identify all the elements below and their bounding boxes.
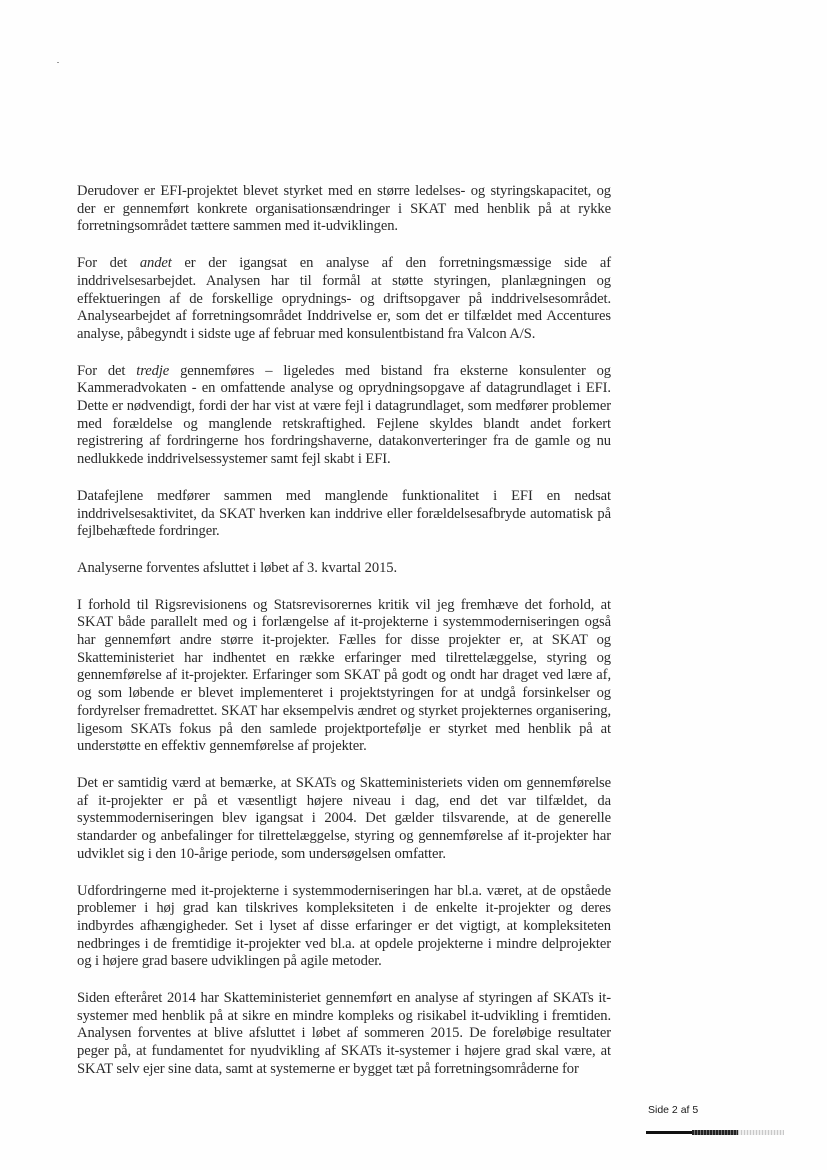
paragraph-2-emphasis: andet [139, 255, 172, 272]
paragraph-7: Det er samtidig værd at bemærke, at SKATs og Skatteministeriets viden om gennemførelse af it-projekter er på et væsentligt højere niveau i dag, end det var tilfældet, da systemmoderniseringen blev igangsat i 2004. Det gælder tilsvarende, at de generelle standarder og anbefalinger for tilrettelæggelse, styring og gennemførelse af it-projekter har udviklet sig i den 10-årige periode, som undersøgelsen omfatter. [77, 774, 611, 862]
footer-barcode-dark-segment [646, 1131, 692, 1134]
scan-speck [57, 62, 59, 63]
paragraph-6: I forhold til Rigsrevisionens og Statsrevisorernes kritik vil jeg fremhæve det forhold, at SKAT både parallelt med og i forlængelse af it-projekterne i systemmoderniseringen også har gennemført andre større it-projekter. Fælles for disse projekter er, at SKAT og Skatteministeriet har indhentet en række erfaringer med tilrettelæggelse, styring og gennemførelse af it-projekter. Erfaringer som SKAT på godt og ondt har draget ved lære af, og som løbende er blevet implementeret i projektstyringen for at undgå forsinkelser og fordyrelser fremadrettet. SKAT har eksempelvis ændret og styrket projekternes organisering, ligesom SKATs fokus på den samlede projektportefølje er styrket med henblik på at understøtte en effektiv gennemførelse af projekter. [77, 596, 611, 755]
paragraph-2-lead: For det [77, 255, 140, 272]
paragraph-3-lead: For det [77, 362, 137, 379]
footer-barcode-light-segment [738, 1130, 784, 1135]
footer-barcode [646, 1130, 784, 1136]
letter-body [77, 183, 611, 1098]
paragraph-3-emphasis: tredje [136, 362, 170, 379]
paragraph-2 [77, 255, 611, 344]
paragraph-3-body: gennemføres – ligeledes med bistand fra eksterne konsulenter og Kammeradvokaten - en omfattende analyse og oprydningsopgave af datagrundlaget i EFI. Dette er nødvendigt, fordi der har vist at være fejl i datagrundlaget, som medfører problemer med forældelse og manglende retskraftighed. Fejlene skyldes blandt andet forkert registrering af fordringerne hos fordringshaverne, datakonverteringer fra de gamle og nu nedlukkede inddrivelsessystemer samt fejl skabt i EFI. [77, 362, 611, 468]
paragraph-8: Udfordringerne med it-projekterne i systemmoderniseringen har bl.a. været, at de opståede problemer i høj grad kan tilskrives kompleksiteten i de enkelte it-projekter og deres indbyrdes afhængigheder. Set i lyset af disse erfaringer er det vigtigt, at kompleksiteten nedbringes i de fremtidige it-projekter ved bl.a. at opdele projekterne i mindre delprojekter og i højere grad basere udviklingen på agile metoder. [77, 882, 611, 970]
paragraph-5: Analyserne forventes afsluttet i løbet af 3. kvartal 2015. [77, 559, 398, 576]
paragraph-1: Derudover er EFI-projektet blevet styrket med en større ledelses- og styringskapacitet, og der er gennemført konkrete organisationsændringer i SKAT med henblik på at rykke forretningsområdet tættere sammen med it-udviklingen. [77, 183, 611, 235]
paragraph-4: Datafejlene medfører sammen med manglende funktionalitet i EFI en nedsat inddrivelsesaktivitet, da SKAT hverken kan inddrive eller forældelsesafbryde automatisk på fejlbehæftede fordringer. [77, 487, 611, 540]
footer-barcode-mid-segment [692, 1130, 738, 1135]
page-indicator: Side 2 af 5 [648, 1104, 699, 1116]
paragraph-9: Siden efteråret 2014 har Skatteministeriet gennemført en analyse af styringen af SKATs it-systemer med henblik på at sikre en mindre kompleks og risikabel it-udvikling i fremtiden. Analysen forventes at blive afsluttet i løbet af sommeren 2015. De foreløbige resultater peger på, at fundamentet for nyudvikling af SKATs it-systemer i højere grad skal være, at SKAT selv ejer sine data, samt at systemerne er bygget tæt på forretningsområderne for [77, 990, 611, 1077]
paragraph-3 [77, 363, 611, 469]
paragraph-2-body: er der igangsat en analyse af den forretningsmæssige side af inddrivelsesarbejdet. Analysen har til formål at støtte styringen, planlægningen og effektueringen af de forskellige oprydnings- og driftsopgaver på inddrivelsesområdet. Analysearbejdet af forretningsområdet Inddrivelse er, som det er tilfældet med Accentures analyse, påbegyndt i sidste uge af februar med konsulentbistand fra Valcon A/S. [77, 255, 611, 342]
